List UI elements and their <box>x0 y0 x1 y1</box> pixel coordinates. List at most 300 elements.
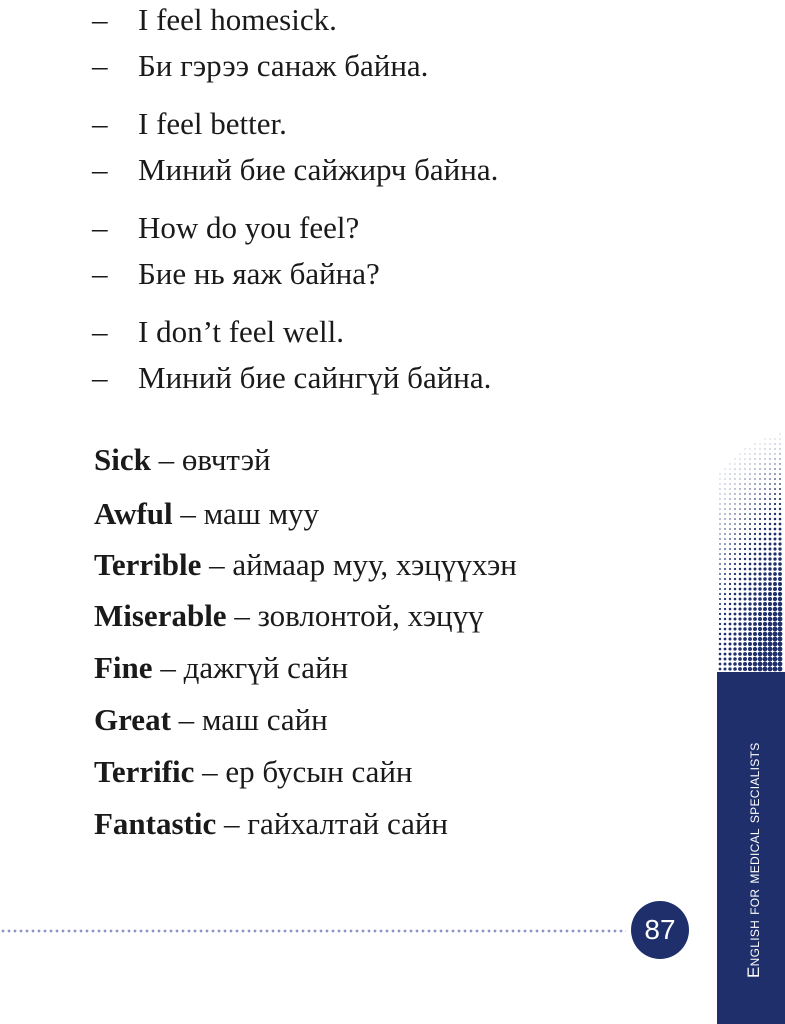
halftone-dot <box>719 508 720 509</box>
halftone-dot <box>719 563 721 565</box>
halftone-dot <box>779 473 781 475</box>
halftone-dot <box>744 503 746 505</box>
halftone-dot <box>778 592 782 596</box>
halftone-dot <box>759 473 760 474</box>
halftone-dot <box>729 583 731 585</box>
halftone-dot <box>773 592 777 596</box>
halftone-dot <box>745 454 746 455</box>
halftone-dot <box>749 563 752 566</box>
halftone-dot <box>749 533 751 535</box>
halftone-dot <box>729 538 731 540</box>
halftone-dot <box>765 444 766 445</box>
halftone-dot <box>724 608 726 610</box>
halftone-dot <box>734 608 737 611</box>
halftone-dot <box>753 597 756 600</box>
dash-bullet: – <box>92 360 108 395</box>
halftone-dot <box>760 449 761 450</box>
halftone-dot <box>774 488 776 490</box>
halftone-dot <box>719 568 721 570</box>
halftone-dot <box>729 593 731 595</box>
halftone-dot <box>748 642 752 646</box>
term-separator: – <box>150 442 182 477</box>
halftone-dot <box>763 637 768 642</box>
halftone-dot <box>740 464 741 465</box>
halftone-dot <box>719 583 721 585</box>
halftone-dot <box>724 578 726 580</box>
halftone-dot <box>733 657 736 660</box>
halftone-dot <box>743 607 746 610</box>
halftone-dot <box>740 469 741 470</box>
halftone-dot <box>764 538 767 541</box>
halftone-dot <box>725 469 726 470</box>
halftone-dot <box>729 493 730 494</box>
halftone-dot <box>749 468 750 469</box>
vocabulary-term: Sick <box>94 442 151 477</box>
halftone-dot <box>729 523 731 525</box>
halftone-dot <box>748 637 752 641</box>
halftone-dot <box>754 473 755 474</box>
dialogue-text: Бие нь яаж байна? <box>138 256 380 291</box>
halftone-dot <box>780 439 781 440</box>
halftone-dot <box>719 608 721 610</box>
halftone-dot <box>754 508 756 510</box>
halftone-dot <box>768 632 773 637</box>
vocabulary-meaning: зовлонтой, хэцүү <box>257 598 484 633</box>
halftone-dot <box>768 652 773 657</box>
halftone-dot <box>730 484 731 485</box>
halftone-dot <box>778 602 783 607</box>
halftone-dot <box>724 623 727 626</box>
halftone-dot <box>774 503 776 505</box>
halftone-dot <box>734 503 735 504</box>
halftone-dot <box>754 488 756 490</box>
halftone-dot <box>744 473 745 474</box>
halftone-dot <box>719 618 721 620</box>
halftone-dot <box>768 557 771 560</box>
halftone-dot <box>764 483 766 485</box>
halftone-dot <box>724 588 726 590</box>
halftone-dot <box>739 488 740 489</box>
term-separator: – <box>170 702 202 737</box>
halftone-dot <box>734 543 736 545</box>
halftone-dot <box>759 458 760 459</box>
halftone-dot <box>743 667 747 671</box>
halftone-dot <box>763 557 766 560</box>
halftone-dot <box>778 627 783 632</box>
halftone-dot <box>724 523 725 524</box>
halftone-dot <box>729 503 730 504</box>
halftone-dot <box>734 613 737 616</box>
halftone-dot <box>748 597 751 600</box>
halftone-dot <box>724 573 726 575</box>
term-separator: – <box>201 547 233 582</box>
halftone-dot <box>755 449 756 450</box>
halftone-dot <box>734 498 735 499</box>
halftone-dot <box>778 547 781 550</box>
halftone-dot <box>769 528 772 531</box>
halftone-dot <box>744 578 747 581</box>
halftone-dot <box>778 647 783 652</box>
halftone-dot <box>719 633 721 635</box>
vocabulary-meaning: маш муу <box>203 496 320 531</box>
halftone-dot <box>763 622 767 626</box>
halftone-dot <box>769 518 771 520</box>
halftone-dot <box>753 647 757 651</box>
halftone-dot <box>759 563 762 566</box>
halftone-dot <box>773 617 778 622</box>
halftone-dot <box>743 602 746 605</box>
halftone-dot <box>769 463 770 464</box>
halftone-dot <box>779 508 781 510</box>
halftone-dot <box>748 587 751 590</box>
halftone-dot <box>768 562 771 565</box>
halftone-dot <box>778 652 783 657</box>
halftone-dot <box>773 622 778 627</box>
halftone-dot <box>749 488 750 489</box>
halftone-dot <box>775 444 776 445</box>
halftone-dot <box>749 558 752 561</box>
halftone-dot <box>774 508 776 510</box>
vocabulary-meaning: маш сайн <box>201 702 328 737</box>
halftone-dot <box>773 657 778 662</box>
halftone-dot <box>748 617 752 621</box>
halftone-dot <box>734 553 736 555</box>
vocabulary-meaning: өвчтэй <box>181 442 271 477</box>
halftone-dot <box>773 557 776 560</box>
halftone-dot <box>774 523 777 526</box>
halftone-dot <box>724 598 726 600</box>
halftone-dot <box>778 587 782 591</box>
halftone-dot <box>764 503 766 505</box>
halftone-dot <box>765 439 766 440</box>
halftone-dot <box>753 582 756 585</box>
halftone-dot <box>779 503 781 505</box>
halftone-dot <box>778 552 781 555</box>
halftone-dot <box>744 533 746 535</box>
halftone-dot <box>764 518 766 520</box>
halftone-dot <box>768 592 772 596</box>
halftone-dot <box>768 627 773 632</box>
halftone-dot <box>748 592 751 595</box>
halftone-dot <box>750 459 751 460</box>
halftone-dot <box>773 627 778 632</box>
halftone-dot <box>774 528 777 531</box>
halftone-dot <box>758 622 762 626</box>
halftone-dot <box>728 647 731 650</box>
halftone-dot <box>763 617 767 621</box>
halftone-dot <box>779 468 781 470</box>
halftone-dot <box>738 627 741 630</box>
halftone-dot <box>739 538 741 540</box>
halftone-dot <box>738 642 741 645</box>
halftone-dot <box>759 523 761 525</box>
halftone-dot <box>758 662 763 667</box>
halftone-dot <box>754 563 757 566</box>
halftone-dot <box>740 459 741 460</box>
halftone-dot <box>759 503 761 505</box>
halftone-dot <box>734 518 736 520</box>
halftone-dot <box>738 622 741 625</box>
halftone-dot <box>763 652 768 657</box>
halftone-dot <box>739 513 741 515</box>
halftone-dot <box>739 558 741 560</box>
halftone-dot <box>729 528 731 530</box>
halftone-dot <box>764 498 766 500</box>
halftone-dot <box>743 637 747 641</box>
halftone-dot <box>778 632 783 637</box>
halftone-dot <box>769 523 771 525</box>
halftone-dot <box>719 543 720 544</box>
halftone-dot <box>724 503 725 504</box>
dialogue-text: How do you feel? <box>138 210 360 245</box>
halftone-dot <box>758 587 761 590</box>
halftone-dot <box>768 662 773 667</box>
halftone-dot <box>779 488 781 490</box>
halftone-dot <box>744 508 746 510</box>
halftone-dot <box>739 548 741 550</box>
halftone-dot <box>749 573 752 576</box>
halftone-dot <box>744 583 747 586</box>
halftone-dot <box>750 449 751 450</box>
halftone-dot <box>719 593 721 595</box>
halftone-dot <box>768 622 773 627</box>
halftone-dot <box>763 612 767 616</box>
halftone-dot <box>779 533 782 536</box>
halftone-dot <box>765 454 766 455</box>
halftone-dot <box>778 612 783 617</box>
vocabulary-term: Terrific <box>94 754 195 789</box>
halftone-dot <box>758 637 762 641</box>
halftone-dot <box>733 632 736 635</box>
halftone-dot <box>760 444 761 445</box>
halftone-dot <box>769 533 772 536</box>
halftone-dot <box>764 528 766 530</box>
halftone-dot <box>720 494 721 495</box>
halftone-dot <box>739 553 741 555</box>
halftone-dot <box>759 533 761 535</box>
halftone-dot <box>773 547 776 550</box>
halftone-dot <box>719 588 721 590</box>
halftone-dot <box>759 528 761 530</box>
vocabulary-entry <box>94 545 517 585</box>
halftone-dot <box>773 662 778 667</box>
halftone-dot <box>773 652 778 657</box>
halftone-dot <box>744 528 746 530</box>
halftone-dot <box>729 518 730 519</box>
halftone-dot <box>734 588 737 591</box>
halftone-dot <box>769 478 771 480</box>
halftone-dot <box>739 503 740 504</box>
halftone-dot <box>724 563 726 565</box>
halftone-dot <box>734 568 736 570</box>
halftone-dot <box>779 483 781 485</box>
halftone-dot <box>753 662 758 667</box>
halftone-dot <box>774 533 777 536</box>
halftone-dot <box>778 577 782 581</box>
vocabulary-entry <box>94 752 413 792</box>
halftone-dot <box>778 607 783 612</box>
halftone-dot <box>739 608 742 611</box>
halftone-dot <box>779 453 780 454</box>
halftone-dot <box>759 498 761 500</box>
halftone-dot <box>764 493 766 495</box>
halftone-dot <box>778 567 782 571</box>
halftone-dot <box>724 533 726 535</box>
halftone-dot <box>768 642 773 647</box>
halftone-dot <box>758 567 761 570</box>
halftone-dot <box>768 607 772 611</box>
halftone-dot <box>758 607 762 611</box>
halftone-dot <box>743 647 747 651</box>
dash-bullet: – <box>92 152 108 187</box>
halftone-dot <box>719 623 721 625</box>
halftone-dot <box>719 573 721 575</box>
halftone-dot <box>749 553 751 555</box>
halftone-dot <box>720 474 721 475</box>
halftone-dot <box>768 657 773 662</box>
halftone-dot <box>749 503 751 505</box>
halftone-dot <box>734 513 735 514</box>
halftone-dot <box>729 643 732 646</box>
halftone-dot <box>779 528 782 531</box>
halftone-dot <box>739 603 742 606</box>
halftone-dot <box>769 468 770 469</box>
halftone-dot <box>734 563 736 565</box>
halftone-dot <box>779 448 780 449</box>
halftone-dot <box>753 602 757 606</box>
halftone-dot <box>744 498 745 499</box>
halftone-dot <box>739 528 741 530</box>
halftone-dot <box>729 513 730 514</box>
vocabulary-term: Awful <box>94 496 173 531</box>
halftone-dot <box>724 648 727 651</box>
halftone-dot <box>769 508 771 510</box>
halftone-dot <box>773 572 777 576</box>
halftone-dot <box>724 603 726 605</box>
dash-bullet: – <box>92 106 108 141</box>
halftone-dot <box>763 662 768 667</box>
halftone-dot <box>749 493 751 495</box>
halftone-dot <box>758 577 761 580</box>
halftone-dot <box>734 533 736 535</box>
halftone-dot <box>734 558 736 560</box>
term-separator: – <box>226 598 258 633</box>
halftone-dot <box>749 483 750 484</box>
halftone-dot <box>773 542 776 545</box>
halftone-dot <box>734 578 736 580</box>
halftone-dot <box>744 478 745 479</box>
halftone-dot <box>729 613 732 616</box>
halftone-dot <box>779 493 781 495</box>
halftone-dot <box>724 553 726 555</box>
halftone-dot <box>764 508 766 510</box>
halftone-dot <box>749 548 751 550</box>
halftone-dot <box>744 573 747 576</box>
halftone-dot <box>729 498 730 499</box>
halftone-dot <box>733 662 737 666</box>
halftone-dot <box>758 617 762 621</box>
halftone-dot <box>753 617 757 621</box>
halftone-dot <box>724 543 726 545</box>
halftone-dot <box>719 513 720 514</box>
halftone-dot <box>743 617 746 620</box>
halftone-dot <box>768 667 773 672</box>
halftone-dot <box>729 508 730 509</box>
halftone-dot <box>749 568 752 571</box>
halftone-dot <box>763 602 767 606</box>
halftone-dot <box>755 444 756 445</box>
halftone-dot <box>758 572 761 575</box>
halftone-dot <box>759 543 762 546</box>
halftone-dot <box>768 597 772 601</box>
halftone-dot <box>735 459 736 460</box>
halftone-dot <box>744 483 745 484</box>
halftone-dot <box>769 488 771 490</box>
halftone-dot <box>729 533 731 535</box>
halftone-dot <box>778 597 782 601</box>
halftone-dot <box>763 632 767 636</box>
halftone-dot <box>769 483 771 485</box>
footer-dotted-rule <box>0 929 626 933</box>
halftone-dot <box>734 573 736 575</box>
halftone-dot <box>719 598 721 600</box>
dash-bullet: – <box>92 48 108 83</box>
halftone-dot <box>759 508 761 510</box>
halftone-dot <box>773 607 777 611</box>
halftone-dot <box>739 578 742 581</box>
halftone-dot <box>744 488 745 489</box>
halftone-dot <box>719 553 721 555</box>
halftone-dot <box>753 632 757 636</box>
halftone-dot <box>735 464 736 465</box>
halftone-dot <box>743 662 747 666</box>
halftone-dot <box>729 603 731 605</box>
halftone-dot <box>738 667 742 671</box>
halftone-dot <box>754 468 755 469</box>
term-separator: – <box>172 496 204 531</box>
halftone-dot <box>763 642 768 647</box>
halftone-dot <box>759 518 761 520</box>
halftone-dot <box>754 478 755 479</box>
halftone-dot <box>720 499 721 500</box>
halftone-dot <box>778 667 783 672</box>
halftone-dot <box>755 454 756 455</box>
halftone-dot <box>778 662 783 667</box>
halftone-dot <box>773 637 778 642</box>
halftone-dot <box>759 513 761 515</box>
halftone-dot <box>774 478 776 480</box>
halftone-dot <box>719 533 720 534</box>
halftone-dot <box>729 608 732 611</box>
halftone-dot <box>719 578 721 580</box>
halftone-dot <box>724 538 726 540</box>
halftone-dot <box>719 628 721 630</box>
halftone-dot <box>764 478 765 479</box>
halftone-dot <box>725 474 726 475</box>
halftone-dot <box>773 632 778 637</box>
halftone-dot <box>770 444 771 445</box>
halftone-dot <box>770 449 771 450</box>
halftone-dot <box>769 498 771 500</box>
halftone-dot <box>769 493 771 495</box>
halftone-dot <box>748 667 752 671</box>
halftone-dot <box>759 548 762 551</box>
halftone-dot <box>728 652 731 655</box>
halftone-dot <box>753 667 758 672</box>
halftone-dot <box>743 652 747 656</box>
halftone-dot <box>768 577 772 581</box>
halftone-dot <box>738 662 742 666</box>
